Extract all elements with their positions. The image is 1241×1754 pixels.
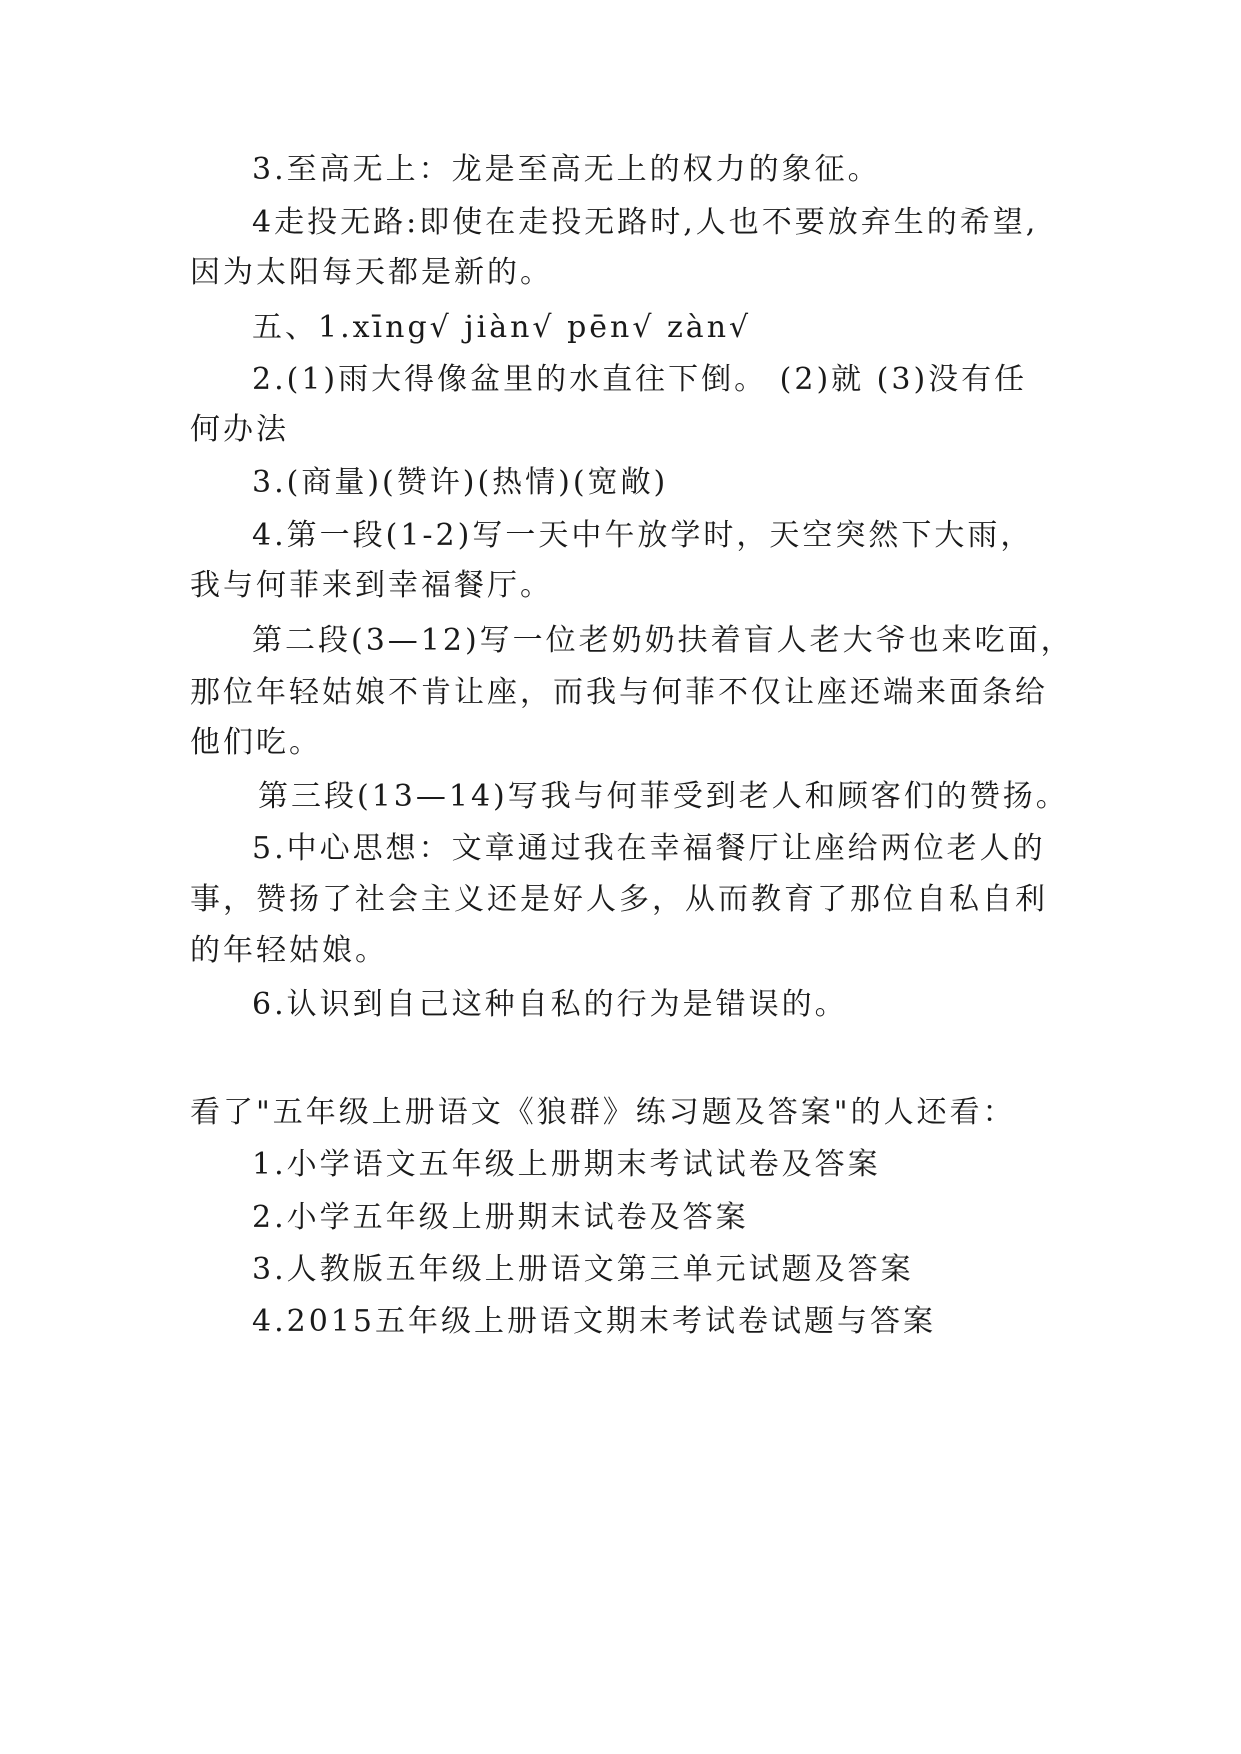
section5-q1-pinyin: 五、1.xīng√ jiàn√ pēn√ zàn√ <box>252 310 752 345</box>
related-link-1[interactable]: 1.小学语文五年级上册期末考试试卷及答案 <box>252 1147 881 1182</box>
section5-q4-line2: 我与何菲来到幸福餐厅。 <box>190 568 553 603</box>
section5-q5-line3: 的年轻姑娘。 <box>190 933 388 968</box>
section5-q3: 3.(商量)(赞许)(热情)(宽敞) <box>252 465 669 500</box>
related-link-3[interactable]: 3.人教版五年级上册语文第三单元试题及答案 <box>252 1252 914 1287</box>
section5-q4-line1: 4.第一段(1-2)写一天中午放学时，天空突然下大雨， <box>252 518 1034 553</box>
related-link-4[interactable]: 4.2015五年级上册语文期末考试卷试题与答案 <box>252 1304 936 1339</box>
related-heading: 看了"五年级上册语文《狼群》练习题及答案"的人还看： <box>190 1095 1016 1130</box>
section5-q6: 6.认识到自己这种自私的行为是错误的。 <box>252 987 848 1022</box>
section5-q5-line2: 事，赞扬了社会主义还是好人多，从而教育了那位自私自利 <box>190 882 1048 917</box>
related-link-2[interactable]: 2.小学五年级上册期末试卷及答案 <box>252 1200 749 1235</box>
section5-q2-line2: 何办法 <box>190 412 289 447</box>
answer-idiom-4-line2: 因为太阳每天都是新的。 <box>190 255 553 290</box>
section5-q4-para3: 第三段(13—14)写我与何菲受到老人和顾客们的赞扬。 <box>258 779 1069 814</box>
section5-q4-para2-line2: 那位年轻姑娘不肯让座，而我与何菲不仅让座还端来面条给 <box>190 675 1048 710</box>
section5-q4-para2-line1: 第二段(3—12)写一位老奶奶扶着盲人老大爷也来吃面， <box>252 623 1074 658</box>
section5-q2-line1: 2.(1)雨大得像盆里的水直往下倒。 (2)就 (3)没有任 <box>252 362 1028 397</box>
answer-idiom-3: 3.至高无上：龙是至高无上的权力的象征。 <box>252 152 881 187</box>
section5-q4-para2-line3: 他们吃。 <box>190 725 322 760</box>
answer-idiom-4-line1: 4走投无路:即使在走投无路时,人也不要放弃生的希望, <box>252 205 1039 240</box>
section5-q5-line1: 5.中心思想：文章通过我在幸福餐厅让座给两位老人的 <box>252 831 1046 866</box>
